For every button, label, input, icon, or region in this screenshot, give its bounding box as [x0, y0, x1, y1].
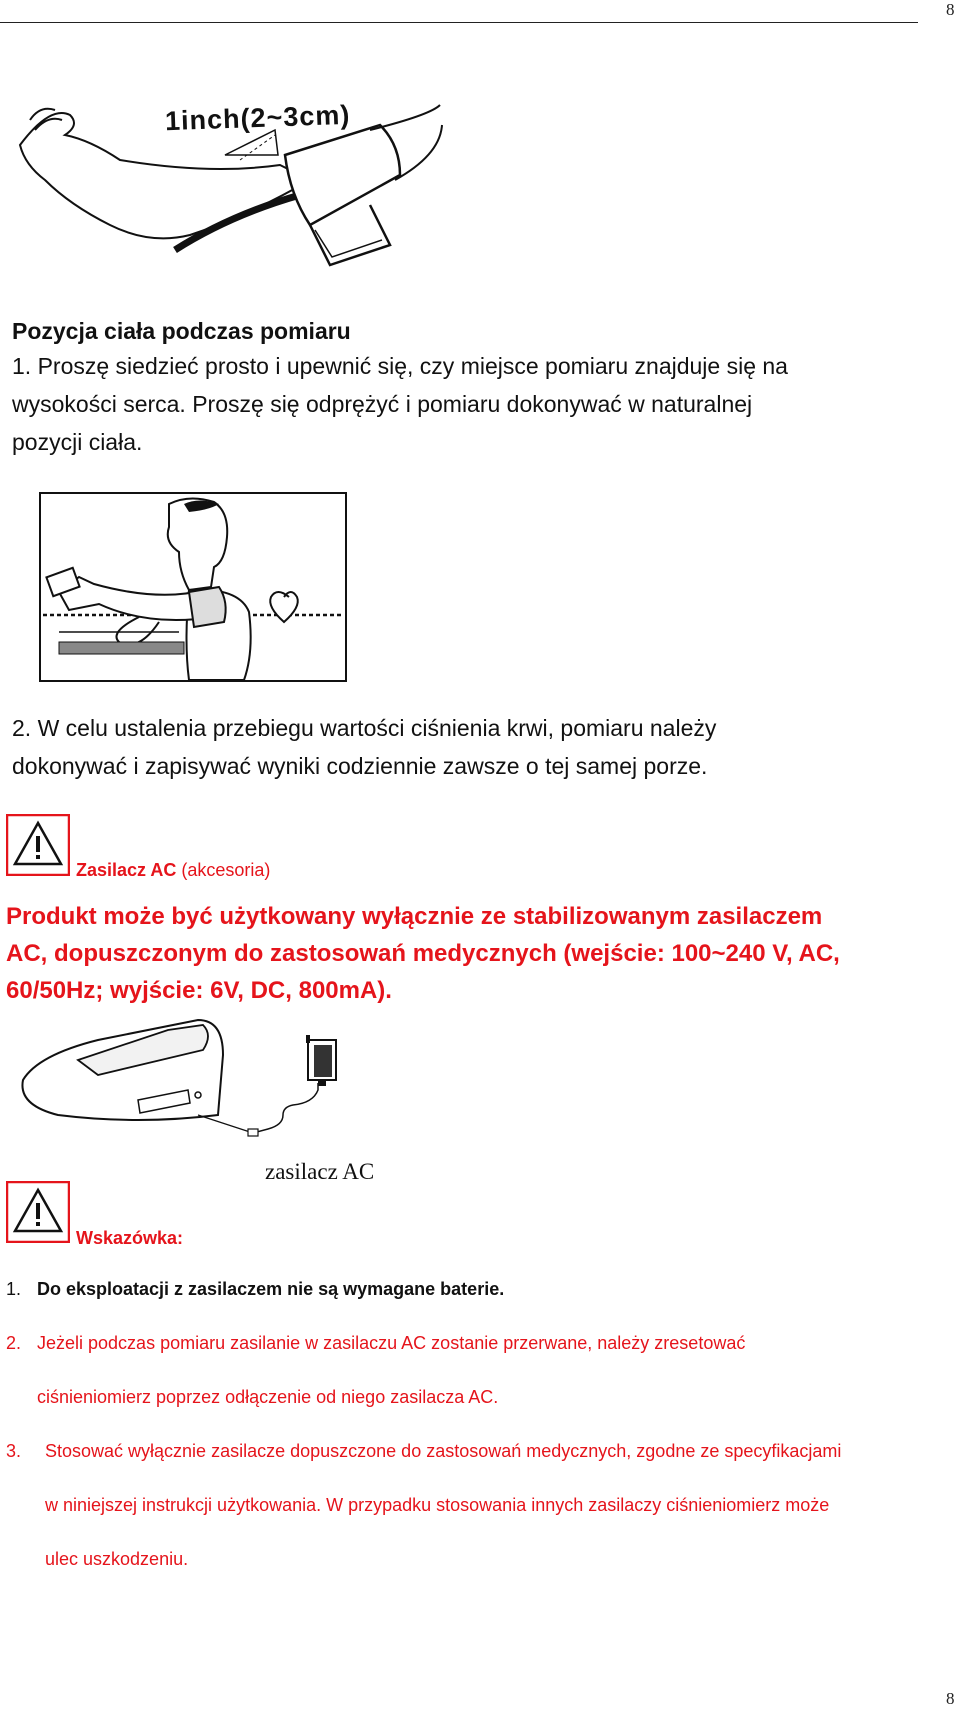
warning1-line3: 60/50Hz; wyjście: 6V, DC, 800mA).	[6, 977, 392, 1004]
warning1-title-rest: (akcesoria)	[176, 860, 271, 880]
tip2-text-line2: ciśnieniomierz poprzez odłączenie od niego zasilacza AC.	[37, 1387, 499, 1407]
warning1-title	[76, 860, 270, 881]
tip2-number: 2.	[6, 1333, 22, 1353]
warning2-title: Wskazówka:	[76, 1228, 184, 1248]
header-rule	[0, 22, 918, 23]
warning1-line1: Produkt może być użytkowany wyłącznie ze stabilizowanym zasilaczem	[6, 903, 823, 930]
warning-triangle-icon-2	[6, 1181, 70, 1243]
tip3-text-line3: ulec uszkodzeniu.	[45, 1549, 189, 1569]
para2-line1: 2. W celu ustalenia przebiegu wartości ciśnienia krwi, pomiaru należy	[12, 715, 717, 741]
tip1-number: 1.	[6, 1279, 22, 1299]
monitor-adapter-illustration	[18, 1015, 348, 1145]
page-number-bottom: 8	[946, 1689, 955, 1708]
figure3-caption: zasilacz AC	[265, 1159, 375, 1184]
warning1-title-bold: Zasilacz AC	[76, 860, 177, 880]
para1-line2: wysokości serca. Proszę się odprężyć i pomiaru dokonywać w naturalnej	[12, 391, 753, 417]
para2-line2: dokonywać i zapisywać wyniki codziennie zawsze o tej samej porze.	[12, 753, 708, 779]
page-number-top: 8	[946, 0, 955, 19]
posture-illustration	[39, 492, 347, 682]
tip3-text-line1: Stosować wyłącznie zasilacze dopuszczone do zastosowań medycznych, zgodne ze specyfikacjami	[45, 1441, 842, 1461]
tip3-text-line2: w niniejszej instrukcji użytkowania. W przypadku stosowania innych zasilaczy ciśnieniomierz może	[45, 1495, 830, 1515]
para1-line1: 1. Proszę siedzieć prosto i upewnić się, czy miejsce pomiaru znajduje się na	[12, 353, 788, 379]
warning-triangle-icon	[6, 814, 70, 876]
para1-line3: pozycji ciała.	[12, 429, 143, 455]
tip2-text-line1: Jeżeli podczas pomiaru zasilanie w zasilaczu AC zostanie przerwane, należy zresetować	[37, 1333, 746, 1353]
tip1-text: Do eksploatacji z zasilaczem nie są wymagane baterie.	[37, 1279, 505, 1299]
warning1-line2: AC, dopuszczonym do zastosowań medycznych (wejście: 100~240 V, AC,	[6, 940, 840, 967]
cuff-distance-label: 1inch(2~3cm)	[164, 99, 351, 137]
tip3-number: 3.	[6, 1441, 22, 1461]
section-heading: Pozycja ciała podczas pomiaru	[12, 318, 351, 344]
